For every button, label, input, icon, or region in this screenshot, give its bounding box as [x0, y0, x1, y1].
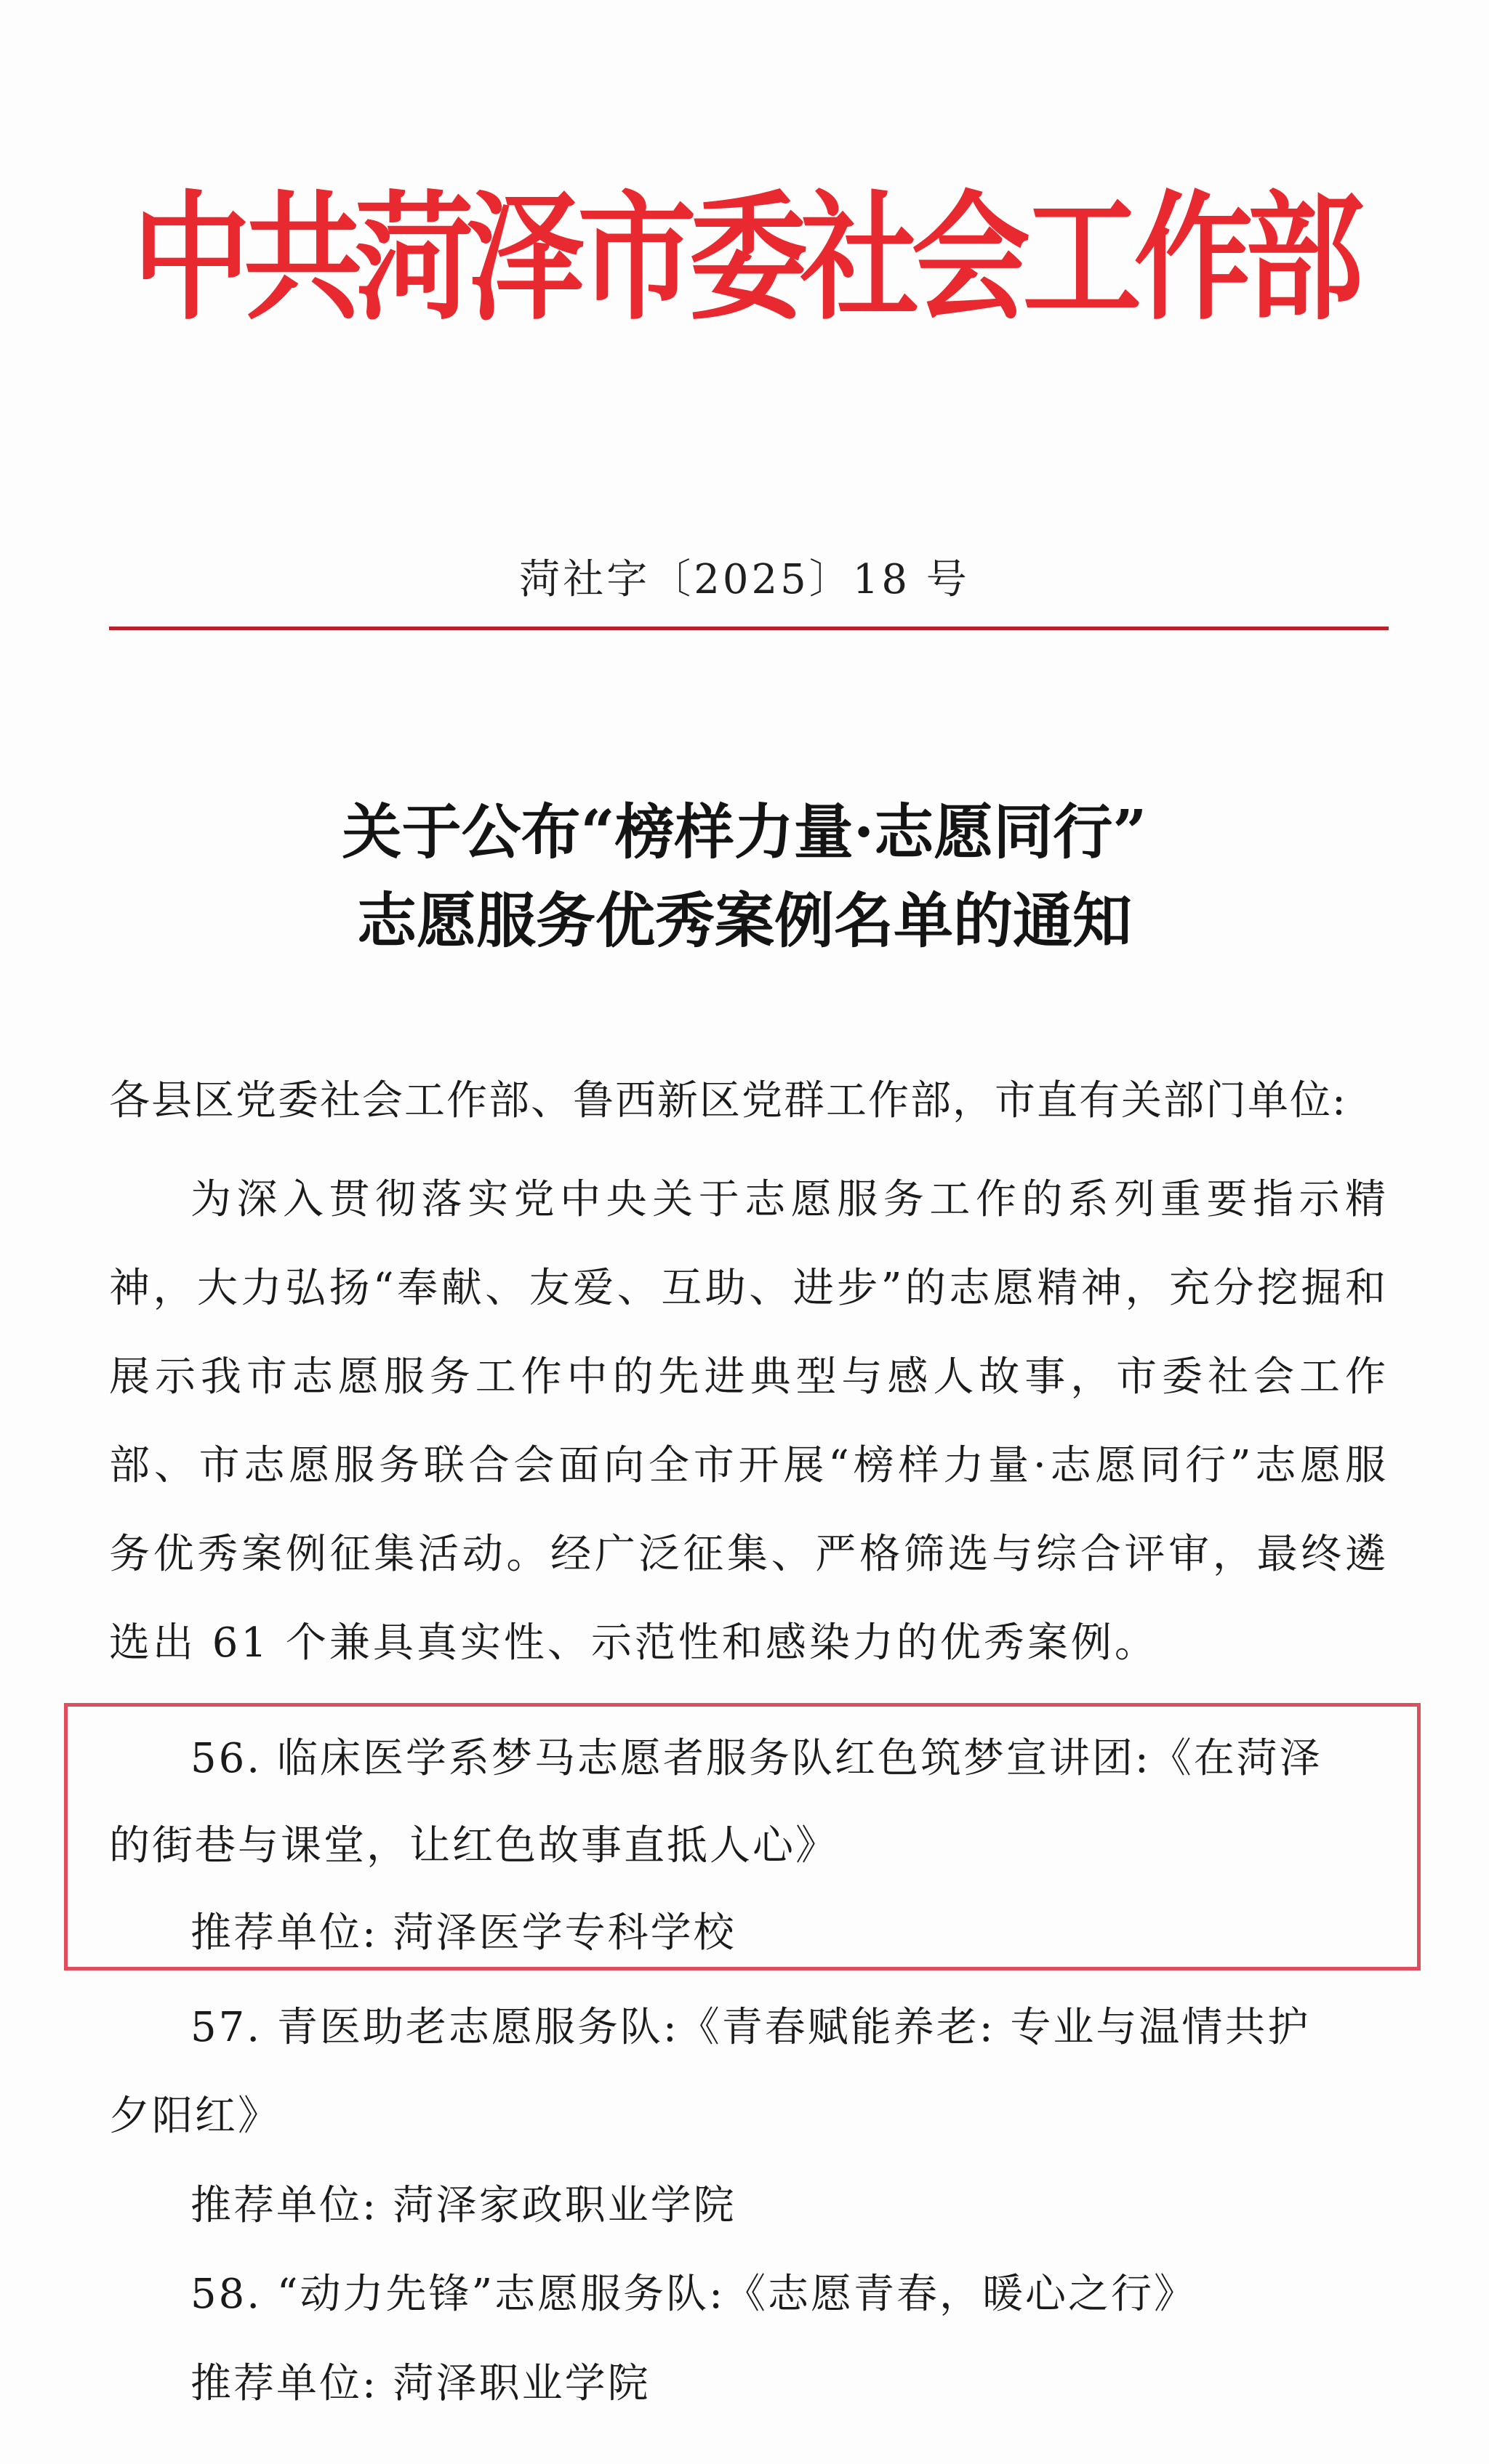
item-58-recommender: 推荐单位: 菏泽职业学院: [190, 2360, 651, 2407]
item-57-line-1: 57. 青医助老志愿服务队:《青春赋能养老: 专业与温情共护: [190, 2004, 1311, 2051]
document-title-line-1: 关于公布“榜样力量·志愿同行”: [342, 797, 1147, 867]
salutation: 各县区党委社会工作部、鲁西新区党群工作部，市直有关部门单位:: [109, 1077, 1347, 1124]
document-title-line-2: 志愿服务优秀案例名单的通知: [356, 886, 1132, 956]
item-56-line-2: 的街巷与课堂，让红色故事直抵人心》: [109, 1822, 838, 1869]
issuer-masthead: 中共菏泽市委社会工作部: [132, 177, 1357, 339]
document-number: 菏社字〔2025〕18 号: [519, 556, 970, 603]
item-56-recommender: 推荐单位: 菏泽医学专科学校: [190, 1909, 737, 1957]
item-57-recommender: 推荐单位: 菏泽家政职业学院: [190, 2182, 737, 2229]
body-paragraph: 为深入贯彻落实党中央关于志愿服务工作的系列重要指示精神，大力弘扬“奉献、友爱、互助、进步”的志愿精神，充分挖掘和展示我市志愿服务工作中的先进典型与感人故事，市委社会工作部、市志愿服务联合会面向全市开展“榜样力量·志愿同行”志愿服务优秀案例征集活动。经广泛征集、严格筛选与综合评审，最终遴选出 61 个兼具真实性、示范性和感染力的优秀案例。: [109, 1176, 1389, 1667]
item-56-line-1: 56. 临床医学系梦马志愿者服务队红色筑梦宣讲团:《在菏泽: [190, 1735, 1323, 1782]
item-57-line-2: 夕阳红》: [109, 2093, 281, 2140]
item-58-line-1: 58. “动力先锋”志愿服务队:《志愿青春，暖心之行》: [190, 2271, 1197, 2318]
red-divider-rule: [109, 627, 1389, 630]
